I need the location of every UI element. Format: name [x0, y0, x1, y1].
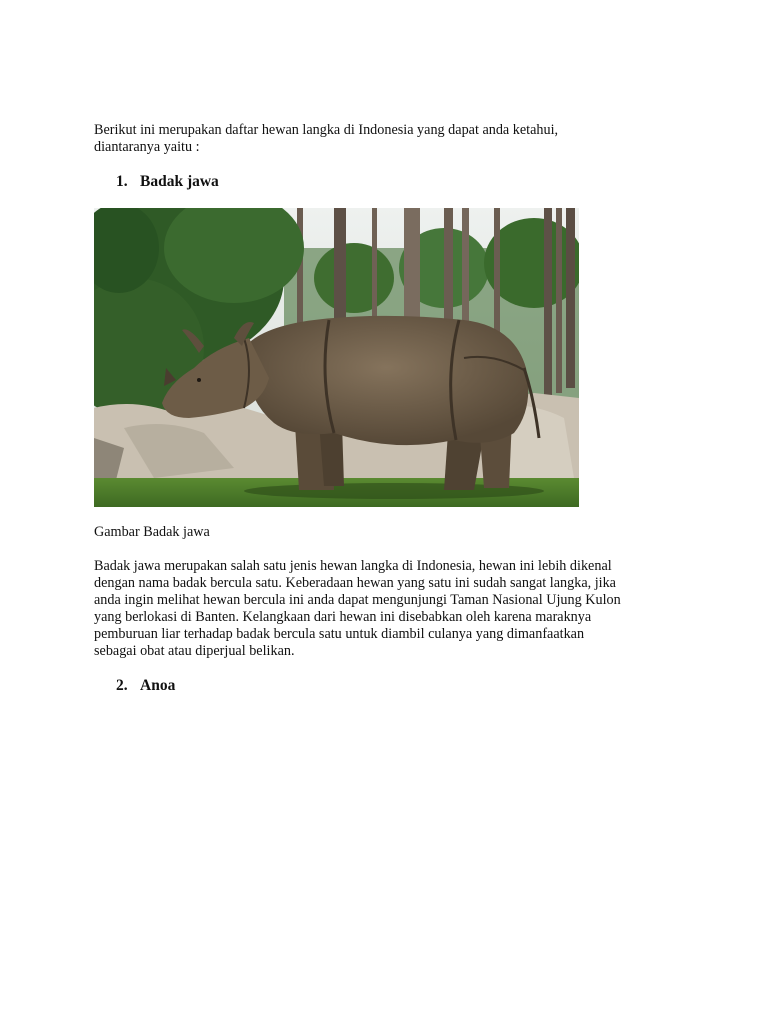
body-line: sebagai obat atau diperjual belikan.	[94, 643, 295, 659]
section-title: Badak jawa	[140, 173, 219, 190]
section-heading-badak-jawa	[116, 173, 219, 191]
intro-paragraph	[94, 122, 684, 156]
section-heading-anoa	[116, 677, 175, 695]
body-line: pemburuan liar terhadap badak bercula satu untuk diambil culanya yang dimanfaatkan	[94, 626, 585, 642]
section-number: 2.	[116, 677, 128, 694]
body-line: yang berlokasi di Banten. Kelangkaan dari hewan ini disebabkan oleh karena maraknya	[94, 609, 592, 625]
body-line: dengan nama badak bercula satu. Keberadaan hewan yang satu ini sudah sangat langka, jika	[94, 575, 616, 591]
body-line: anda ingin melihat hewan bercula ini anda dapat mengunjungi Taman Nasional Ujung Kulon	[94, 592, 621, 608]
body-line: Badak jawa merupakan salah satu jenis hewan langka di Indonesia, hewan ini lebih dikenal	[94, 558, 612, 574]
intro-line: Berikut ini merupakan daftar hewan langka di Indonesia yang dapat anda ketahui,	[94, 122, 559, 138]
intro-line: diantaranya yaitu :	[94, 139, 200, 155]
body-paragraph	[94, 558, 684, 660]
section-title: Anoa	[140, 677, 176, 694]
figure-caption: Gambar Badak jawa	[94, 524, 210, 540]
section-number: 1.	[116, 173, 128, 190]
rhino-photo	[94, 208, 579, 507]
